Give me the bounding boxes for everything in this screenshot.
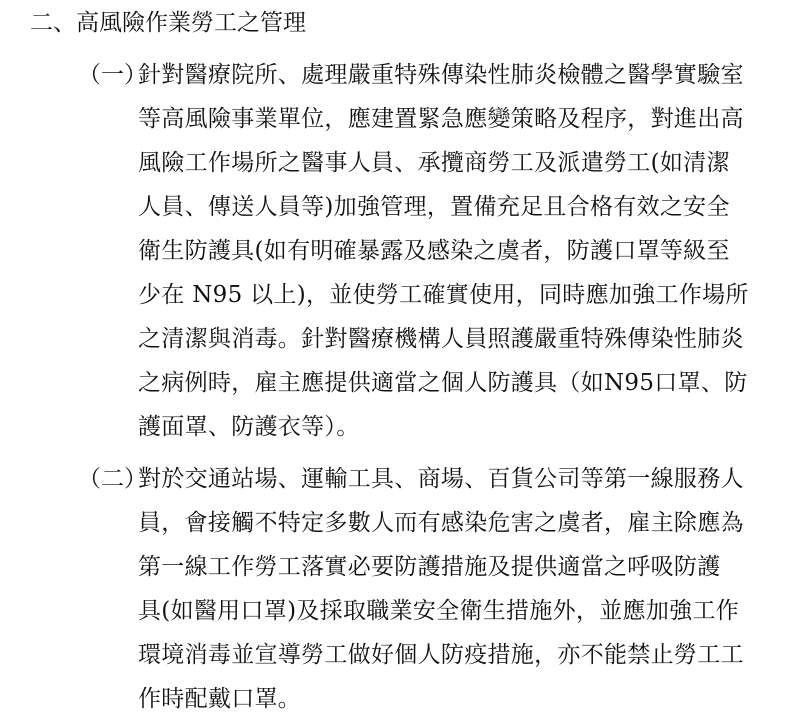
paragraph-line: 人員、傳送人員等)加強管理，置備充足且合格有效之安全 <box>138 194 730 220</box>
paragraph-line: 衛生防護具(如有明確暴露及感染之虞者，防護口罩等級至 <box>138 238 730 264</box>
paragraph-line: 第一線工作勞工落實必要防護措施及提供適當之呼吸防護 <box>138 554 721 580</box>
paragraph-line: 對於交通站場、運輸工具、商場、百貨公司等第一線服務人 <box>138 466 744 492</box>
paragraph-line: 等高風險事業單位，應建置緊急應變策略及程序，對進出高 <box>138 106 744 132</box>
paragraph-line: 之病例時，雇主應提供適當之個人防護具（如N95口罩、防 <box>138 370 748 396</box>
paragraph-line: 作時配戴口罩。 <box>138 686 302 712</box>
item-marker-1: （一） <box>78 62 147 88</box>
paragraph-line: 具(如醫用口罩)及採取職業安全衛生措施外，並應加強工作 <box>138 598 740 624</box>
paragraph-line: 針對醫療院所、處理嚴重特殊傳染性肺炎檢體之醫學實驗室 <box>138 62 744 88</box>
paragraph-line: 員，會接觸不特定多數人而有感染危害之虞者，雇主除應為 <box>138 510 744 536</box>
paragraph-line: 少在 N95 以上)，並使勞工確實使用，同時應加強工作場所 <box>138 282 749 308</box>
paragraph-line: 之清潔與消毒。針對醫療機構人員照護嚴重特殊傳染性肺炎 <box>138 326 744 352</box>
section-heading: 二、高風險作業勞工之管理 <box>30 10 306 36</box>
paragraph-line: 環境消毒並宣導勞工做好個人防疫措施，亦不能禁止勞工工 <box>138 642 744 668</box>
item-marker-2: （二） <box>78 466 147 492</box>
paragraph-line: 風險工作場所之醫事人員、承攬商勞工及派遣勞工(如清潔 <box>138 150 730 176</box>
paragraph-line: 護面罩、防護衣等）。 <box>138 414 360 440</box>
